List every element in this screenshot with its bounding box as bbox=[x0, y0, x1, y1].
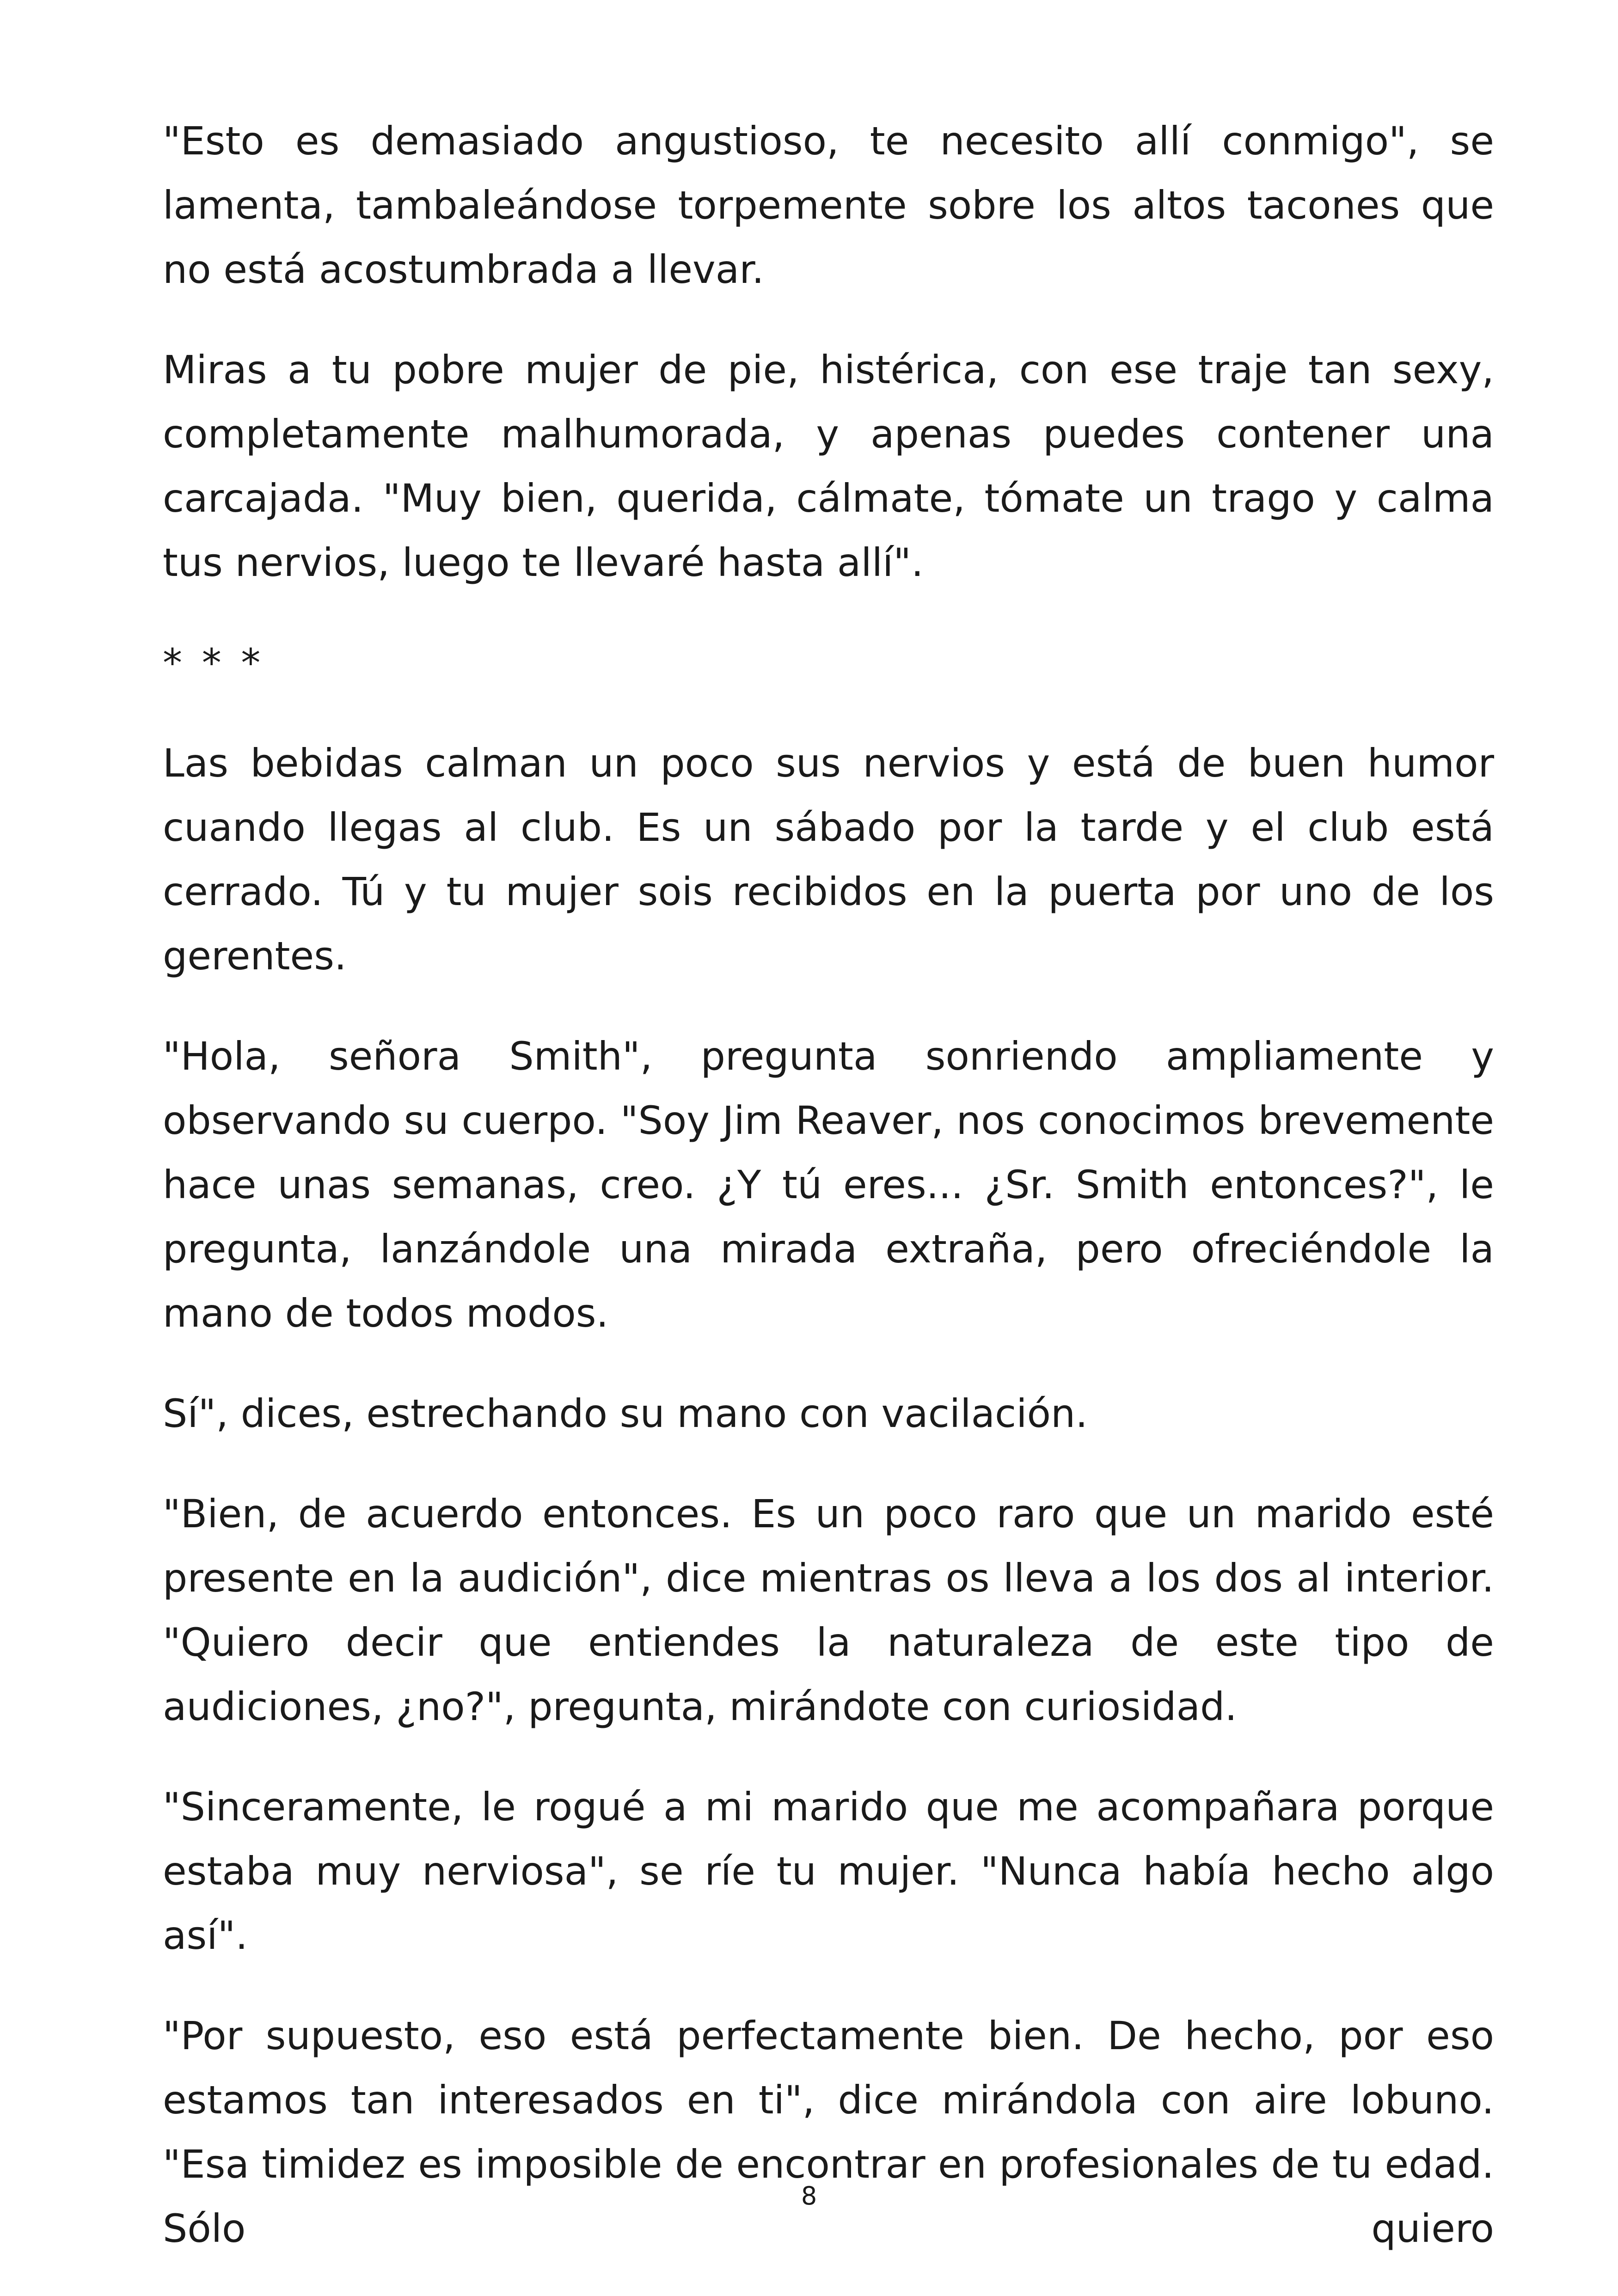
paragraph-3: Las bebidas calman un poco sus nervios y está de buen humor cuando llegas al club. Es un sábado por la tarde y el club está cerrado. Tú y tu mujer sois recibidos en la puerta por uno de los gerentes. bbox=[163, 741, 1494, 979]
paragraph-4: "Hola, señora Smith", pregunta sonriendo ampliamente y observando su cuerpo. "Soy Jim Reaver, nos conocimos brevemente hace unas semanas, creo. ¿Y tú eres... ¿Sr. Smith entonces?", le pregunta, lanzándole una mirada extraña, pero ofreciéndole la mano de todos modos. bbox=[163, 1034, 1494, 1336]
scene-break-separator: * * * bbox=[163, 640, 264, 686]
paragraph-7: "Sinceramente, le rogué a mi marido que me acompañara porque estaba muy nerviosa", se ríe tu mujer. "Nunca había hecho algo así". bbox=[163, 1784, 1494, 1958]
paragraph-2: Miras a tu pobre mujer de pie, histérica, con ese traje tan sexy, completamente malhumorada, y apenas puedes contener una carcajada. "Muy bien, querida, cálmate, tómate un trago y calma tus nervios, luego te llevaré hasta allí". bbox=[163, 347, 1494, 585]
paragraph-5: Sí", dices, estrechando su mano con vacilación. bbox=[163, 1391, 1088, 1436]
paragraph-6: "Bien, de acuerdo entonces. Es un poco raro que un marido esté presente en la audición", dice mientras os lleva a los dos al interior. "Quiero decir que entiendes la naturaleza de este tipo de audiciones, ¿no?", pregunta, mirándote con curiosidad. bbox=[163, 1491, 1494, 1729]
page-body-text bbox=[163, 109, 1494, 2261]
paragraph-1: "Esto es demasiado angustioso, te necesito allí conmigo", se lamenta, tambaleándose torpemente sobre los altos tacones que no está acostumbrada a llevar. bbox=[163, 118, 1494, 292]
page-number: 8 bbox=[801, 2181, 817, 2210]
paragraph-8: "Por supuesto, eso está perfectamente bien. De hecho, por eso estamos tan interesados en ti", dice mirándola con aire lobuno. "Esa timidez es imposible de encontrar en profesionales de tu edad. Sólo quiero bbox=[163, 2013, 1494, 2251]
